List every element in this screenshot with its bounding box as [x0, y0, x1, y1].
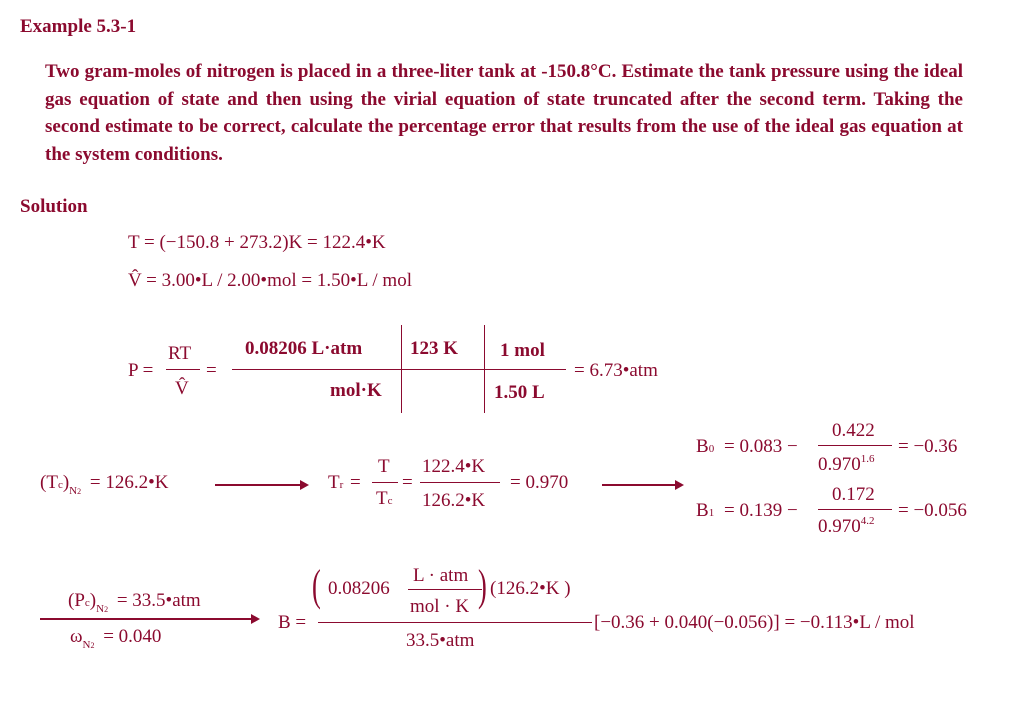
- arrow-to-b: [40, 618, 258, 620]
- unit-table-bar: [232, 369, 566, 370]
- b1-sub: 1: [708, 507, 715, 519]
- arrow-tc-to-tr: [215, 484, 307, 486]
- tc-sub: c: [57, 479, 63, 491]
- pc-paren: ): [89, 590, 97, 611]
- b-unit-bar: [408, 589, 482, 590]
- omega-lhs: ω: [70, 626, 83, 647]
- b-den: 33.5•atm: [406, 630, 475, 651]
- b0-sub: 0: [708, 443, 715, 455]
- b1-den: 0.970: [818, 516, 861, 537]
- b0-den: 0.970: [818, 454, 861, 475]
- tc-rhs: = 126.2•K: [89, 472, 169, 493]
- pc-n2: N2: [96, 603, 109, 615]
- pc-lhs: (P: [68, 590, 85, 611]
- tr-den2: 126.2•K: [422, 490, 486, 511]
- rt-fraction-bar: [166, 369, 200, 370]
- b1-lhs: B: [696, 500, 709, 521]
- gas-constant-numerator: 0.08206 L·atm: [245, 338, 363, 359]
- volume-value: 1.50 L: [494, 382, 545, 403]
- tr-num: T: [378, 456, 390, 477]
- tr-eq2: =: [402, 472, 413, 493]
- tc-n2: N2: [69, 485, 82, 497]
- temperature-value: 123 K: [410, 338, 459, 359]
- omega-rhs: = 0.040: [103, 626, 162, 647]
- unit-table-divider-1: [401, 325, 402, 413]
- b-coef: 0.08206: [328, 578, 390, 599]
- tr-num2: 122.4•K: [422, 456, 486, 477]
- tr-den-sub: c: [387, 495, 393, 507]
- molar-volume-equation: V̂ = 3.00•L / 2.00•mol = 1.50•L / mol: [128, 270, 412, 291]
- moles-value: 1 mol: [500, 340, 545, 361]
- b-main-bar: [318, 622, 592, 623]
- b-tc: (126.2•K ): [490, 578, 571, 599]
- b0-bar: [818, 445, 892, 446]
- tr-lhs: T: [328, 472, 340, 493]
- b1-rhs: = 0.139 −: [724, 500, 798, 521]
- tc-lhs: (T: [40, 472, 58, 493]
- b0-exp: 1.6: [860, 453, 875, 465]
- tr-sub: r: [339, 479, 344, 491]
- problem-statement: Two gram-moles of nitrogen is placed in a three-liter tank at -150.8°C. Estimate the tank pressure using the ideal gas equation of state and then using the virial equation of state truncated after the second term. Taking the second estimate to be correct, calculate the percentage error that results from the use of the ideal gas equation at the system conditions.: [45, 61, 963, 165]
- gas-constant-denominator: mol·K: [330, 380, 382, 401]
- b-unit-num: L · atm: [413, 565, 469, 586]
- example-title: Example 5.3-1: [20, 16, 137, 37]
- tr-result: = 0.970: [510, 472, 569, 493]
- tr-bar: [372, 482, 398, 483]
- omega-n2: N2: [82, 639, 95, 651]
- tr-eq: =: [350, 472, 361, 493]
- tr-den: T: [376, 488, 388, 509]
- b0-rhs: = 0.083 −: [724, 436, 798, 457]
- temperature-equation: T = (−150.8 + 273.2)K = 122.4•K: [128, 232, 386, 253]
- right-paren: ): [478, 561, 487, 610]
- arrow-tr-to-b: [602, 484, 682, 486]
- b1-bar: [818, 509, 892, 510]
- b1-result: = −0.056: [898, 500, 967, 521]
- pressure-result: = 6.73•atm: [574, 360, 658, 381]
- solution-heading: Solution: [20, 196, 88, 217]
- tr-bar2: [420, 482, 500, 483]
- tc-paren: ): [62, 472, 70, 493]
- unit-table-divider-2: [484, 325, 485, 413]
- vhat-denominator: V̂: [175, 378, 189, 399]
- b1-num: 0.172: [832, 484, 875, 505]
- pc-sub: c: [84, 597, 90, 609]
- b0-result: = −0.36: [898, 436, 958, 457]
- b1-exp: 4.2: [860, 515, 875, 527]
- b-result: [−0.36 + 0.040(−0.056)] = −0.113•L / mol: [594, 612, 915, 633]
- b-lhs: B =: [278, 612, 307, 633]
- p-lhs: P =: [128, 360, 154, 381]
- left-paren: (: [312, 561, 321, 610]
- pc-rhs: = 33.5•atm: [116, 590, 201, 611]
- b0-lhs: B: [696, 436, 709, 457]
- rt-numerator: RT: [168, 343, 192, 364]
- b-unit-den: mol · K: [410, 596, 470, 617]
- b0-num: 0.422: [832, 420, 875, 441]
- p-equals: =: [206, 360, 217, 381]
